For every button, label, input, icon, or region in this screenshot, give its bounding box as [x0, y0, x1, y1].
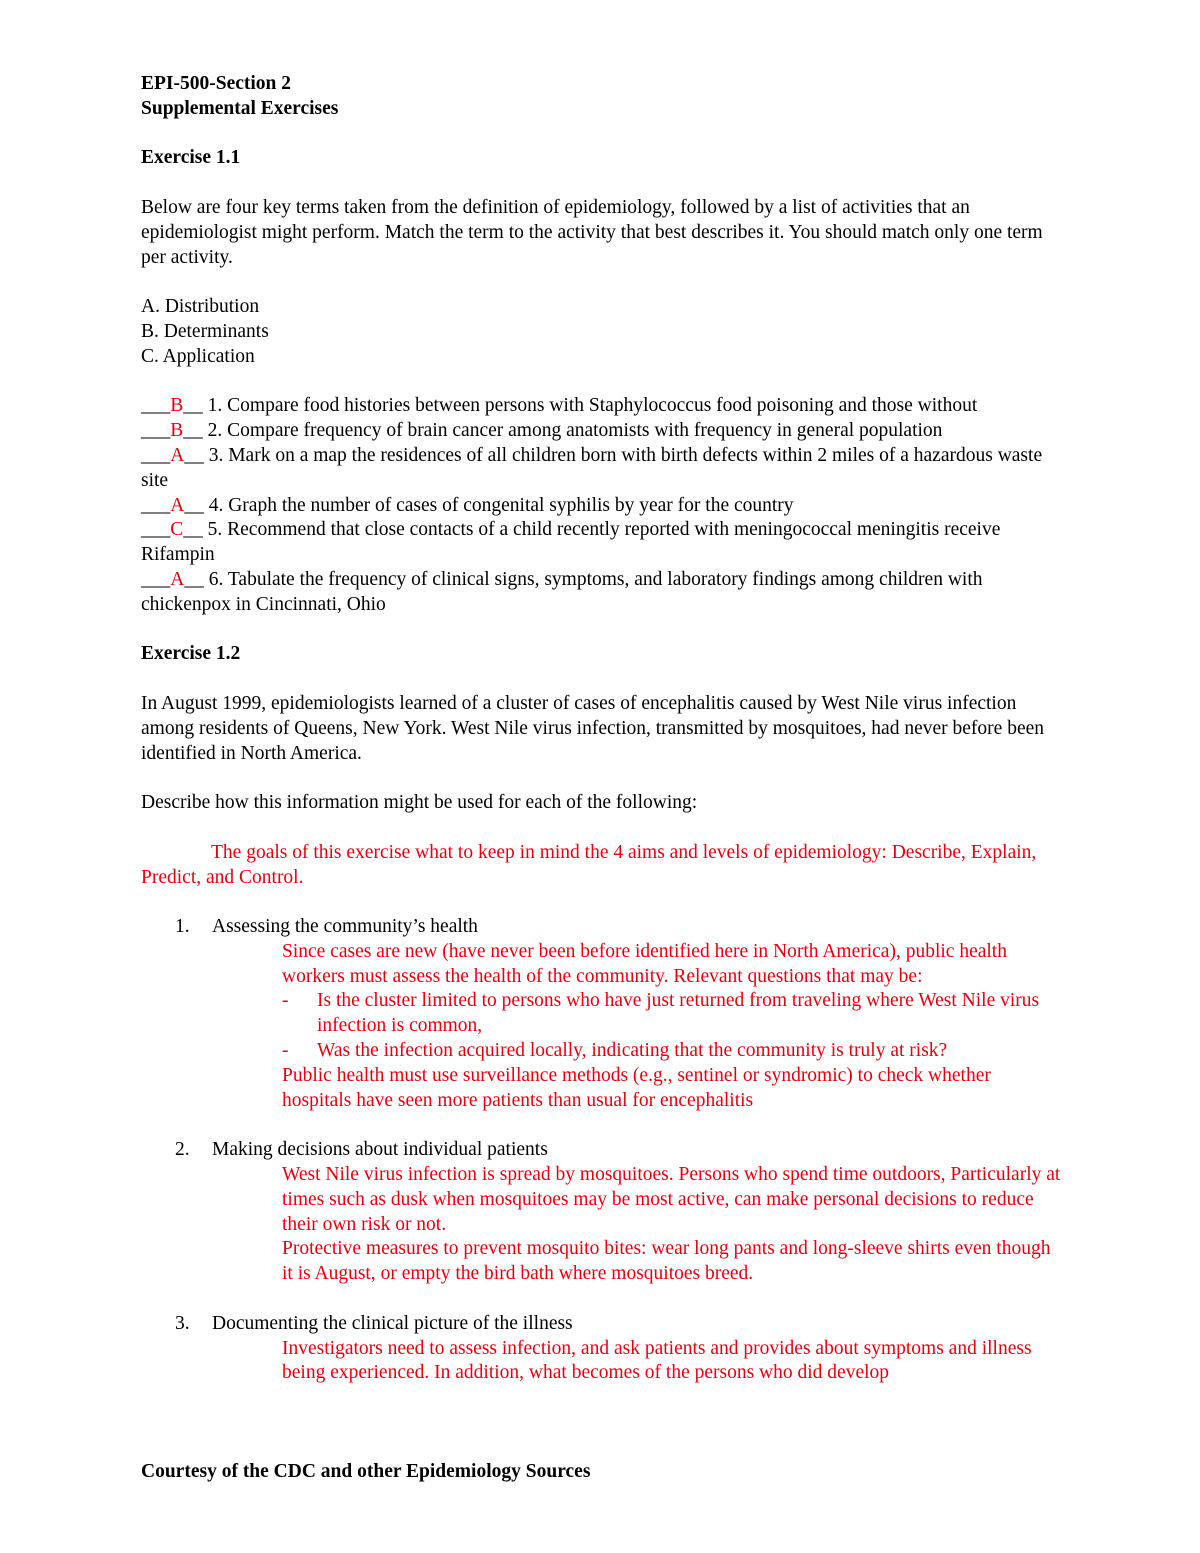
answer-blank-prefix: ___: [141, 568, 171, 590]
exercise-2-title: Exercise 1.2: [141, 643, 241, 665]
dash-marker: -: [282, 990, 289, 1012]
answer-2: [141, 1163, 1061, 1287]
answer-1-bullet-1: [282, 989, 1061, 1039]
answer-3-text: Investigators need to assess infection, and ask patients and provides about symptoms and illness being experienced. In addition, what becomes of the persons who did develop: [282, 1337, 1032, 1384]
question-number: 1.: [175, 916, 190, 938]
document-page: [141, 72, 1061, 1386]
match-item-text: __ 5. Recommend that close contacts of a child recently reported with meningococcal meningitis receive Rifampin: [141, 519, 1001, 566]
answer-blank-prefix: ___: [141, 519, 171, 541]
answer-1-bullet-2: [282, 1039, 1061, 1064]
match-item-text: __ 4. Graph the number of cases of congenital syphilis by year for the country: [184, 494, 794, 516]
answer-blank-prefix: ___: [141, 494, 171, 516]
exercise-goal-note: [141, 841, 1061, 891]
match-item-6: [141, 568, 1061, 618]
answer-1: [141, 940, 1061, 1114]
answer-3: [141, 1337, 1061, 1387]
exercise-1-intro: Below are four key terms taken from the definition of epidemiology, followed by a list of activities that an epidemiologist might perform. Match the term to the activity that best describes it. You should match only one term per activity.: [141, 196, 1043, 268]
question-3: [141, 1312, 1061, 1337]
match-item-text: __ 1. Compare food histories between persons with Staphylococcus food poisoning and those without: [183, 395, 978, 417]
match-item-text: __ 6. Tabulate the frequency of clinical signs, symptoms, and laboratory findings among children with chickenpox in Cincinnati, Ohio: [141, 568, 983, 615]
answer-letter: A: [170, 444, 185, 466]
match-item-1: [141, 394, 1061, 419]
match-item-3: [141, 444, 1061, 494]
answer-letter: B: [170, 395, 184, 417]
match-item-2: [141, 419, 1061, 444]
question-label: Documenting the clinical picture of the illness: [212, 1312, 573, 1334]
term-distribution: A. Distribution: [141, 296, 260, 318]
term-determinants: B. Determinants: [141, 320, 269, 342]
question-number: 3.: [175, 1312, 190, 1334]
document-subtitle: Supplemental Exercises: [141, 97, 339, 119]
answer-letter: C: [170, 519, 184, 541]
dash-marker: -: [282, 1040, 289, 1062]
answer-blank-prefix: ___: [141, 395, 171, 417]
exercise-2-prompt: Describe how this information might be used for each of the following:: [141, 792, 698, 814]
footer-credit: Courtesy of the CDC and other Epidemiology Sources: [141, 1461, 591, 1482]
answer-letter: B: [170, 420, 184, 442]
answer-blank-prefix: ___: [141, 420, 171, 442]
question-label: Making decisions about individual patients: [212, 1139, 548, 1161]
goal-text: The goals of this exercise what to keep in mind the 4 aims and levels of epidemiology: Describe, Explain, Predict, and Control.: [141, 841, 1037, 888]
answer-blank-prefix: ___: [141, 444, 171, 466]
answer-letter: A: [170, 494, 185, 516]
answer-2-text-2: Protective measures to prevent mosquito bites: wear long pants and long-sleeve shirts even though it is August, or empty the bird bath where mosquitoes breed.: [282, 1238, 1051, 1285]
question-label: Assessing the community’s health: [212, 916, 478, 938]
match-item-4: [141, 494, 1061, 519]
match-item-5: [141, 518, 1061, 568]
question-number: 2.: [175, 1139, 190, 1161]
course-title: EPI-500-Section 2: [141, 73, 292, 94]
answer-1-text-2: Public health must use surveillance methods (e.g., sentinel or syndromic) to check whether hospitals have seen more patients than usual for encephalitis: [282, 1064, 991, 1111]
question-1: [141, 915, 1061, 940]
answer-letter: A: [170, 568, 185, 590]
answer-1-text: Since cases are new (have never been before identified here in North America), public health workers must assess the health of the community. Relevant questions that may be:: [282, 940, 1007, 987]
answer-2-text: West Nile virus infection is spread by mosquitoes. Persons who spend time outdoors, Particularly at times such as dusk when mosquitoes may be most active, can make personal decisions to reduce their own risk or not.: [282, 1164, 1061, 1235]
match-item-text: __ 2. Compare frequency of brain cancer among anatomists with frequency in general population: [183, 420, 943, 442]
match-item-text: __ 3. Mark on a map the residences of all children born with birth defects within 2 miles of a hazardous waste site: [141, 444, 1043, 491]
question-2: [141, 1138, 1061, 1163]
exercise-2-intro: In August 1999, epidemiologists learned of a cluster of cases of encephalitis caused by West Nile virus infection among residents of Queens, New York. West Nile virus infection, transmitted by mosquitoes, had never before been identified in North America.: [141, 692, 1044, 764]
term-application: C. Application: [141, 345, 255, 367]
bullet-text: Is the cluster limited to persons who have just returned from traveling where West Nile virus infection is common,: [317, 990, 1040, 1037]
bullet-text: Was the infection acquired locally, indicating that the community is truly at risk?: [317, 1040, 948, 1062]
exercise-1-title: Exercise 1.1: [141, 147, 241, 169]
